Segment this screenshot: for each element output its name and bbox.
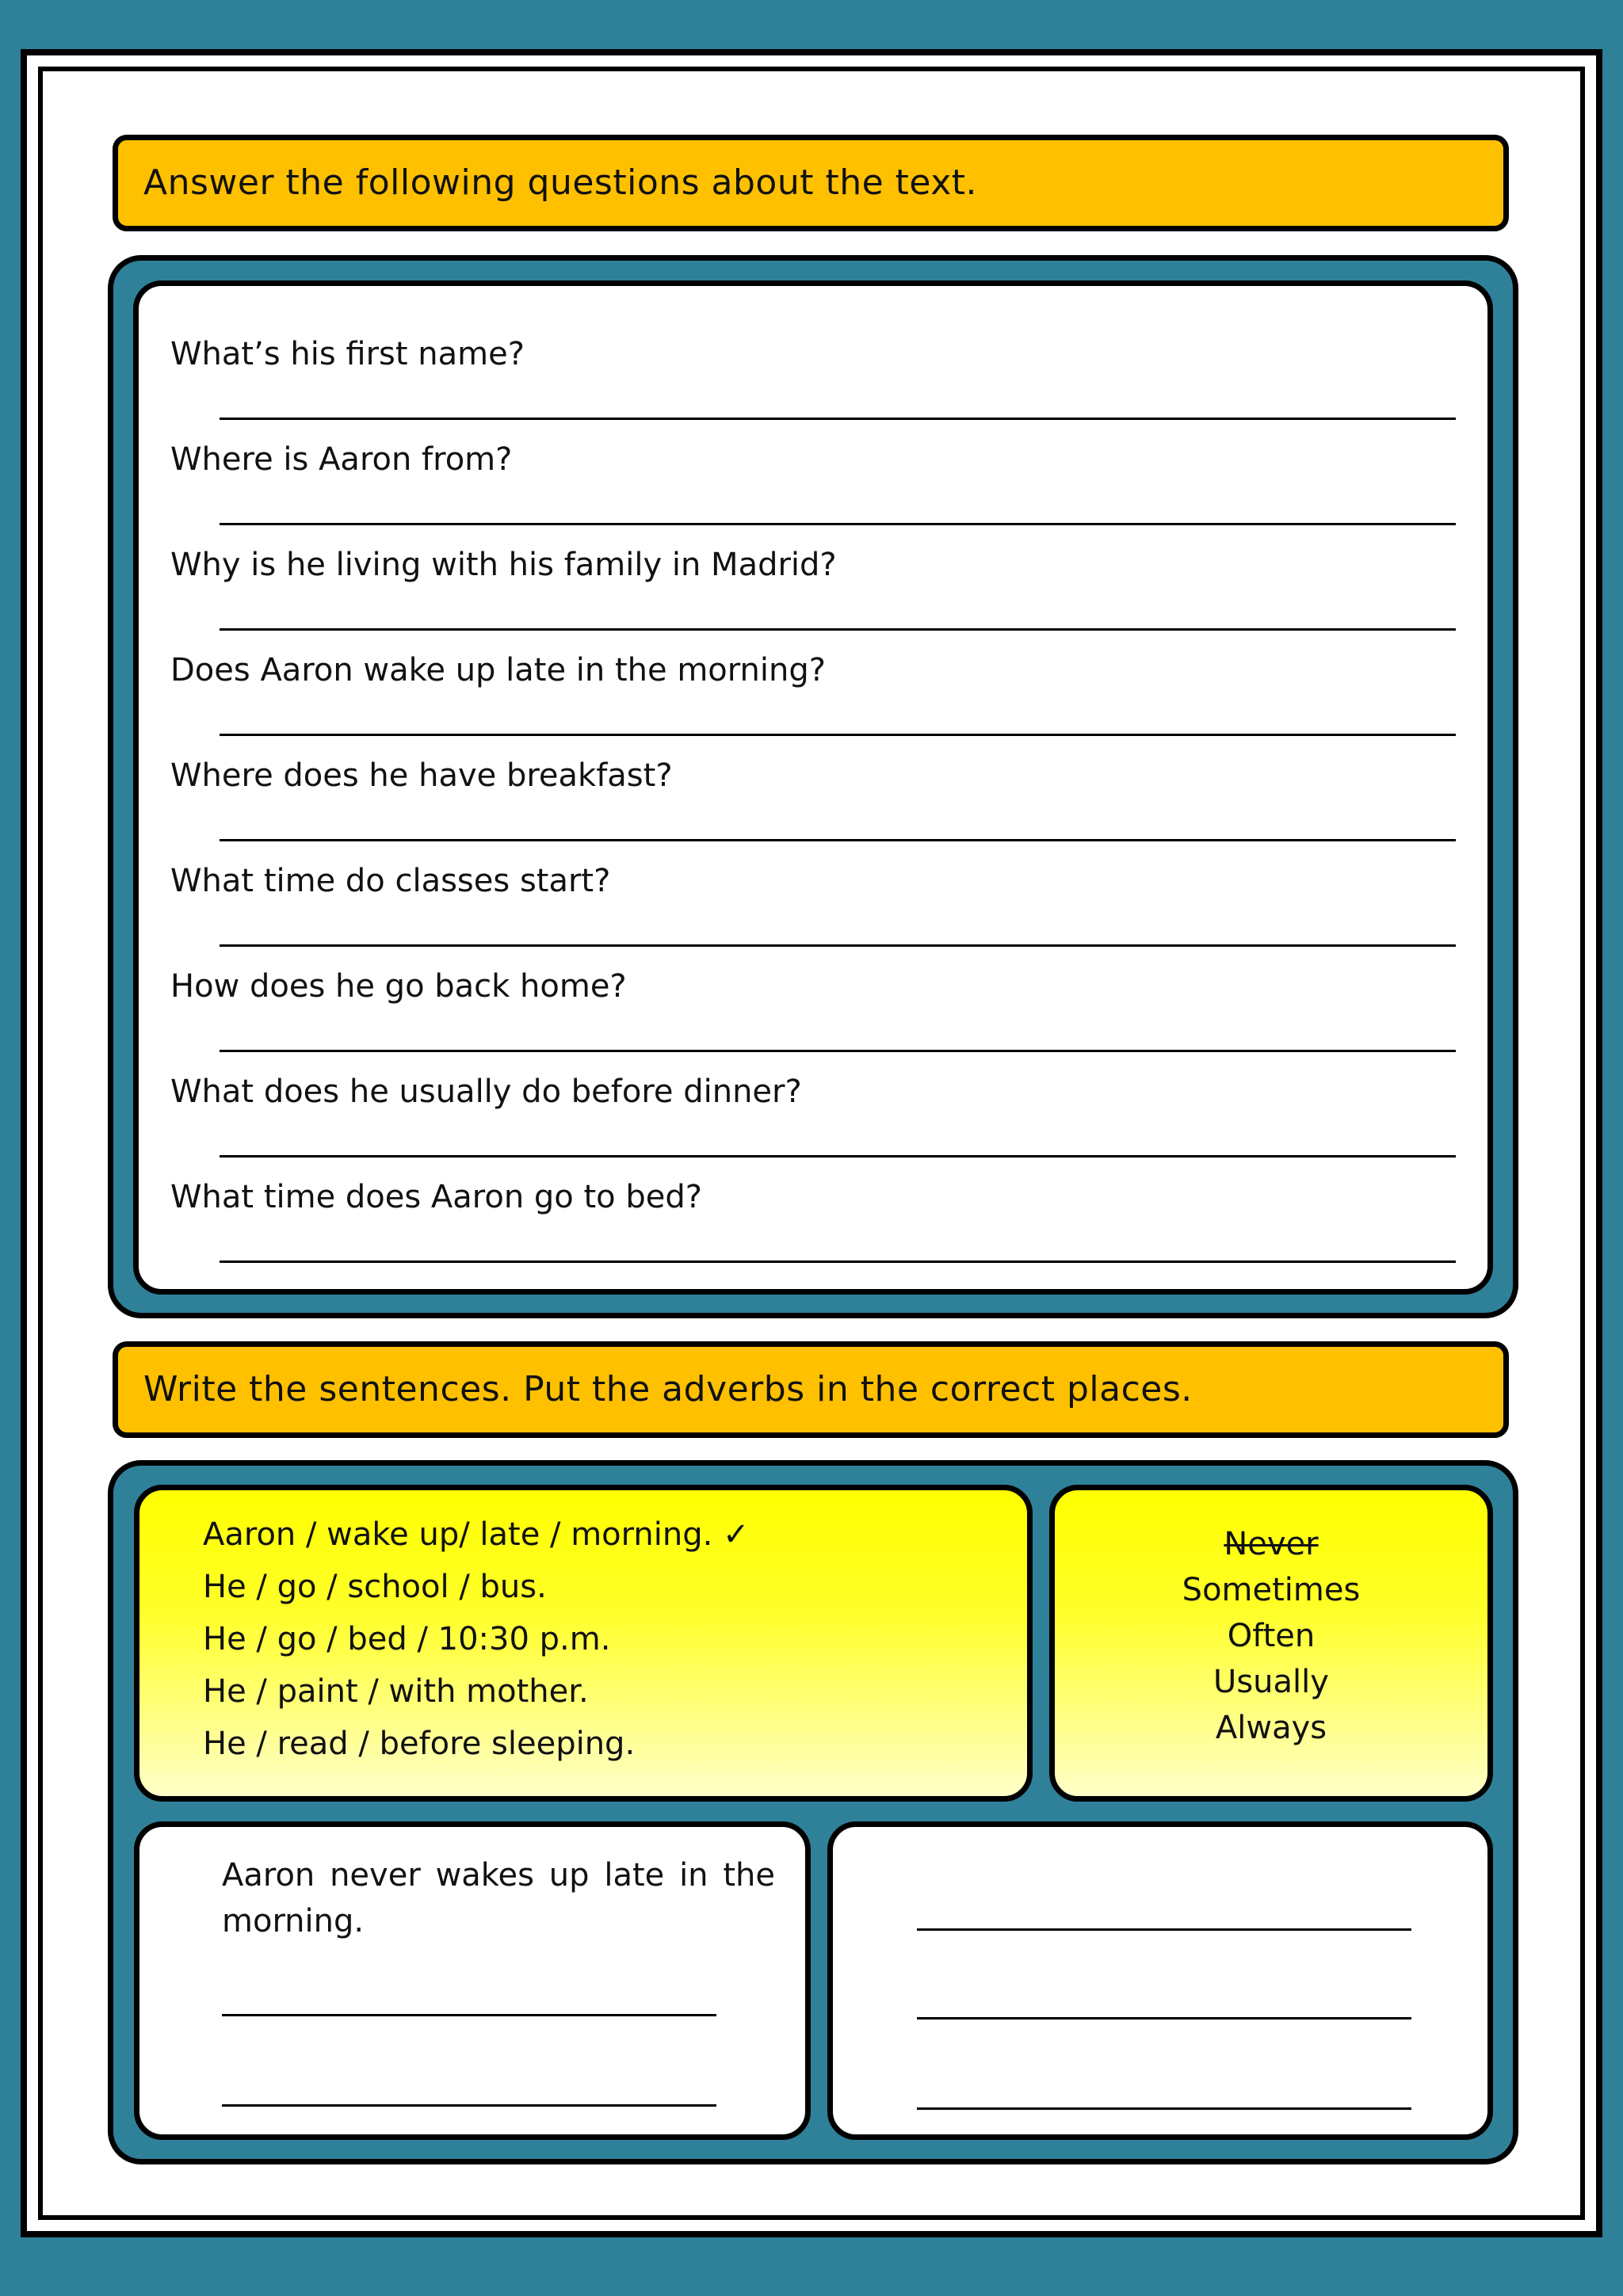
adverb-word-bank <box>1049 1485 1493 1802</box>
sentence-prompts-panel <box>134 1485 1033 1802</box>
answer-line[interactable] <box>220 734 1456 736</box>
question-text: What time do classes start? <box>170 863 611 899</box>
adverb-item: Always <box>1215 1710 1327 1746</box>
question-item <box>170 862 1456 967</box>
question-item <box>170 757 1456 862</box>
question-text: Where does he have breakfast? <box>170 757 673 794</box>
prompt-item: He / read / before sleeping. <box>203 1726 636 1762</box>
question-text: How does he go back home? <box>170 968 627 1005</box>
question-text: What’s his first name? <box>170 336 525 372</box>
question-item <box>170 967 1456 1073</box>
adverb-used: Never <box>1224 1526 1319 1562</box>
section2-instruction: Write the sentences. Put the adverbs in the correct places. <box>113 1341 1509 1438</box>
question-text: Where is Aaron from? <box>170 441 513 478</box>
prompt-item: He / paint / with mother. <box>203 1673 589 1710</box>
answer-line[interactable] <box>220 1050 1456 1052</box>
question-text: What does he usually do before dinner? <box>170 1074 802 1110</box>
answer-line[interactable] <box>917 2107 1411 2110</box>
answer-panel-right <box>827 1821 1493 2140</box>
question-item <box>170 335 1456 441</box>
answer-line[interactable] <box>220 1261 1456 1263</box>
example-answer: Aaron never wakes up late in the morning. <box>222 1857 775 1939</box>
adverb-item: Often <box>1227 1618 1316 1654</box>
answer-panel-left <box>134 1821 811 2140</box>
adverb-item: Usually <box>1213 1664 1329 1700</box>
prompt-item: Aaron / wake up/ late / morning. ✓ <box>203 1516 750 1553</box>
question-text: Does Aaron wake up late in the morning? <box>170 652 826 688</box>
question-item <box>170 546 1456 651</box>
answer-line[interactable] <box>220 1155 1456 1158</box>
question-text: Why is he living with his family in Madrid? <box>170 547 837 583</box>
adverbs-frame <box>108 1460 1518 2164</box>
prompt-item: He / go / bed / 10:30 p.m. <box>203 1621 611 1657</box>
answer-line[interactable] <box>220 523 1456 525</box>
answer-line[interactable] <box>220 628 1456 631</box>
adverb-item: Sometimes <box>1182 1572 1361 1608</box>
question-item <box>170 1073 1456 1178</box>
question-text: What time does Aaron go to bed? <box>170 1179 702 1215</box>
questions-panel <box>133 280 1493 1295</box>
question-item <box>170 651 1456 757</box>
prompt-item: He / go / school / bus. <box>203 1569 547 1605</box>
answer-line[interactable] <box>220 418 1456 420</box>
question-item <box>170 1178 1456 1283</box>
answer-line[interactable] <box>222 2104 716 2107</box>
answer-line[interactable] <box>220 839 1456 841</box>
questions-frame <box>108 255 1518 1318</box>
answer-line[interactable] <box>917 2017 1411 2019</box>
question-item <box>170 441 1456 546</box>
answer-line[interactable] <box>222 2014 716 2016</box>
answer-line[interactable] <box>220 944 1456 947</box>
section1-instruction: Answer the following questions about the text. <box>113 135 1509 231</box>
answer-line[interactable] <box>917 1928 1411 1931</box>
